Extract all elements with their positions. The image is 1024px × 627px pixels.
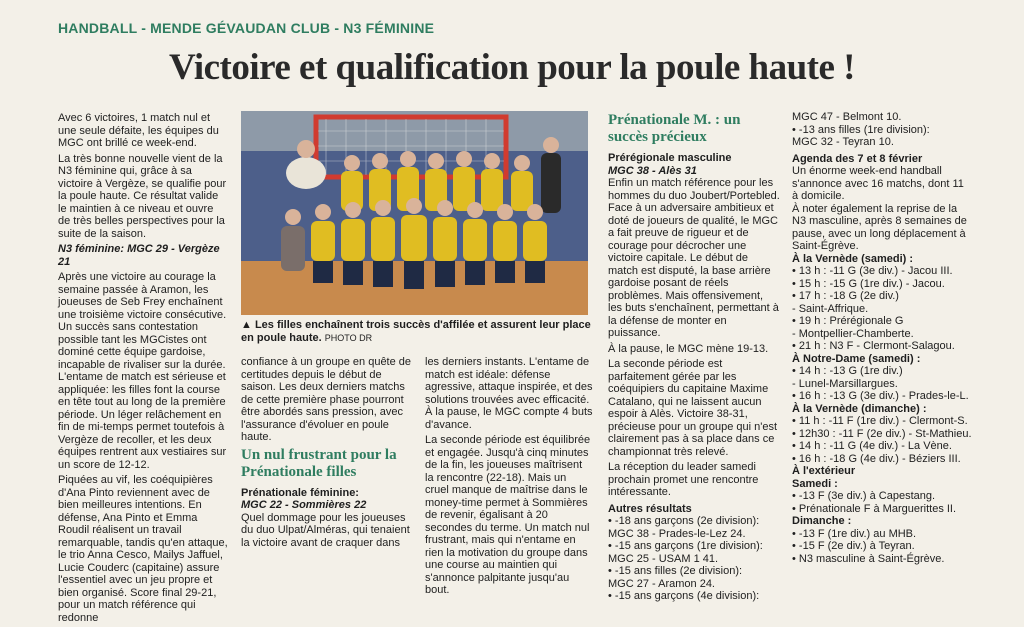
paragraph: Piquées au vif, les coéquipières d'Ana Pinto reviennent avec de bien meilleures intentions. En défense, Ana Pinto et Emma Roudil réalisent un travail remarquable, tandis qu'en attaque, le trio Anna Cesco, Mailys Jaffuel, Lucie Couderc (capitaine) assure l'essentiel avec un jeu propre et bien organisé. Score final 29-21, pour un match référence qui redonne [58, 474, 228, 624]
paragraph: À la pause, le MGC mène 19-13. [608, 342, 769, 355]
team-photo [241, 111, 588, 315]
paragraph: La très bonne nouvelle vient de la N3 féminine qui, grâce à sa victoire à Vergèze, se qualifie pour la poule haute. Ce résultat valide le maintien à ce niveau et ouvre de très belles perspectives pour la suite de la saison. [58, 152, 227, 240]
agenda-paragraph: À noter également la reprise de la N3 masculine, après 8 semaines de pause, avec un long déplacement à Saint-Égrève. [792, 202, 967, 252]
result-line: • -15 ans garçons (4e division): [608, 590, 760, 602]
result-line: • -15 ans filles (2e division): [608, 565, 743, 577]
schedule-line: • 12h30 : -11 F (2e div.) - St-Mathieu. [792, 427, 972, 440]
schedule-line: • -13 F (1re div.) au MHB. [792, 527, 917, 540]
headline: Victoire et qualification pour la poule haute ! [168, 47, 855, 88]
schedule-line: - Lunel-Marsillargues. [792, 377, 898, 390]
match-score: MGC 22 - Sommières 22 [241, 499, 367, 511]
schedule-line: • Prénationale F à Marguerittes II. [792, 502, 957, 515]
photo-caption [241, 319, 591, 345]
caption-arrow-icon: ▲ [241, 319, 255, 331]
agenda-heading: Agenda des 7 et 8 février [792, 152, 923, 165]
schedule-line: • 19 h : Prérégionale G [792, 315, 904, 327]
schedule-line: • -13 F (3e div.) à Capestang. [792, 490, 936, 502]
venue-heading: À Notre-Dame (samedi) : [792, 352, 921, 365]
photo-credit: PHOTO DR [324, 333, 373, 343]
schedule-line: • 17 h : -18 G (2e div.) [792, 290, 899, 302]
article-column-2 [241, 356, 413, 552]
venue-heading: À la Vernède (samedi) : [792, 252, 914, 265]
schedule-line: • -15 F (2e div.) à Teyran. [792, 540, 915, 552]
match-score: MGC 38 - Alès 31 [608, 164, 697, 177]
team-photo-illustration [241, 111, 588, 315]
schedule-line: • 16 h : -18 G (4e div.) - Béziers III. [792, 452, 961, 465]
schedule-line: • 16 h : -13 G (3e div.) - Prades-le-L. [792, 390, 969, 402]
schedule-line: • 15 h : -15 G (1re div.) - Jacou. [792, 277, 945, 290]
match-subheading: Prérégionale masculine [608, 152, 732, 164]
paragraph: Après une victoire au courage la semaine passée à Aramon, les joueuses de Seb Frey enchaînent une troisième victoire consécutive. Un succès sans contestation possible tant les MGCistes ont dominé cette équipe gardoise, incapable de rivaliser sur la durée. L'entame de match est sérieuse et appliquée: les filles font la course en tête tout au long de la première période. Un léger relâchement en fin de mi-temps permet toutefois à Vergèze de recoller, et les deux équipes rentrent aux vestiaires sur un score de 12-12. [58, 271, 227, 471]
paragraph: les derniers instants. L'entame de match est idéale: défense agressive, attaque inspirée, et des solutions trouvées avec efficacité. À la pause, le MGC compte 4 buts d'avance. [425, 356, 593, 431]
results-heading: Autres résultats [608, 502, 692, 515]
schedule-line: • 11 h : -11 F (1re div.) - Clermont-S. [792, 415, 968, 427]
result-line: MGC 32 - Teyran 10. [792, 136, 894, 148]
intro-paragraph: Avec 6 victoires, 1 match nul et une seule défaite, les équipes du MGC ont brillé ce week-end. [58, 112, 219, 149]
paragraph: La seconde période est équilibrée et engagée. Jusqu'à cinq minutes de la fin, les joueuses maîtrisent la rencontre (22-18). Mais un cruel manque de maîtrise dans le money-time permet à Sommières de revenir, égalisant à 20 secondes du terme. Un match nul frustrant, mais qui n'entame en rien la motivation du groupe dans une course au maintien qui s'annonce palpitante jusqu'au bout. [425, 434, 591, 596]
result-line: • -15 ans garçons (1re division): [608, 540, 763, 552]
section-heading: Prénationale M. : un succès précieux [608, 112, 741, 145]
result-line: • -13 ans filles (1re division): [792, 123, 930, 136]
paragraph: Quel dommage pour les joueuses du duo Ulpat/Alméras, qui tenaient la victoire avant de craquer dans [241, 511, 410, 549]
paragraph: confiance à un groupe en quête de certitudes depuis le début de saison. Les deux derniers matchs de cette première phase pourront être abordés sans pression, avec l'assurance d'évoluer en poule haute. [241, 356, 412, 443]
day-heading: Samedi : [792, 477, 838, 490]
venue-heading: À la Vernède (dimanche) : [792, 402, 927, 415]
result-line: • -18 ans garçons (2e division): [608, 515, 760, 527]
section-kicker: HANDBALL - MENDE GÉVAUDAN CLUB - N3 FÉMININE [58, 20, 435, 36]
agenda-paragraph: Un énorme week-end handball s'annonce avec 16 matchs, dont 11 à domicile. [792, 165, 964, 202]
article-column-4 [608, 110, 780, 603]
section-heading: Un nul frustrant pour la Prénationale filles [241, 446, 397, 480]
article-column-5 [792, 111, 972, 565]
result-line: MGC 27 - Aramon 24. [608, 577, 715, 590]
schedule-line: • 13 h : -11 G (3e div.) - Jacou III. [792, 265, 953, 277]
result-line: MGC 47 - Belmont 10. [792, 111, 902, 123]
results-list [608, 515, 780, 603]
result-line: MGC 25 - USAM 1 41. [608, 552, 719, 565]
day-heading: Dimanche : [792, 515, 852, 527]
caption-text: Les filles enchaînent trois succès d'affilée et assurent leur place en poule haute. [241, 319, 591, 344]
schedule-line: - Montpellier-Chamberte. [792, 327, 914, 340]
schedule-line: • 14 h : -13 G (1re div.) [792, 365, 903, 377]
result-line: MGC 38 - Prades-le-Lez 24. [608, 527, 746, 540]
article-column-1 [58, 112, 228, 627]
paragraph: Enfin un match référence pour les hommes du duo Joubert/Portebled. Face à un adversaire ambitieux et doté de joueurs de qualité, le MGC a fait preuve de rigueur et de courage pour décrocher une victoire capitale. Le début de match est disputé, la base arrière gardoise posant de réels problèmes. Mais offensivement, les buts s'enchaînent, permettant à la défense de monter en puissance. [608, 177, 780, 339]
paragraph: La réception du leader samedi prochain promet une rencontre intéressante. [608, 461, 759, 498]
match-subheading: Prénationale féminine: [241, 486, 359, 499]
paragraph: La seconde période est parfaitement gérée par les coéquipiers du capitaine Maxime Catalano, qui ne laissent aucun espoir à Alès. Victoire 38-31, précieuse pour un groupe qui n'est clairement pas à sa place dans ce championnat très relevé. [608, 358, 778, 458]
schedule-line: - Saint-Affrique. [792, 302, 869, 315]
schedule-line: • 14 h : -11 G (4e div.) - La Vène. [792, 440, 952, 452]
schedule-line: • N3 masculine à Saint-Égrève. [792, 552, 945, 565]
venue-heading: À l'extérieur [792, 465, 856, 477]
article-column-3 [425, 356, 593, 600]
match-subheading: N3 féminine: MGC 29 - Vergèze 21 [58, 243, 220, 268]
schedule-line: • 21 h : N3 F - Clermont-Salagou. [792, 340, 955, 352]
